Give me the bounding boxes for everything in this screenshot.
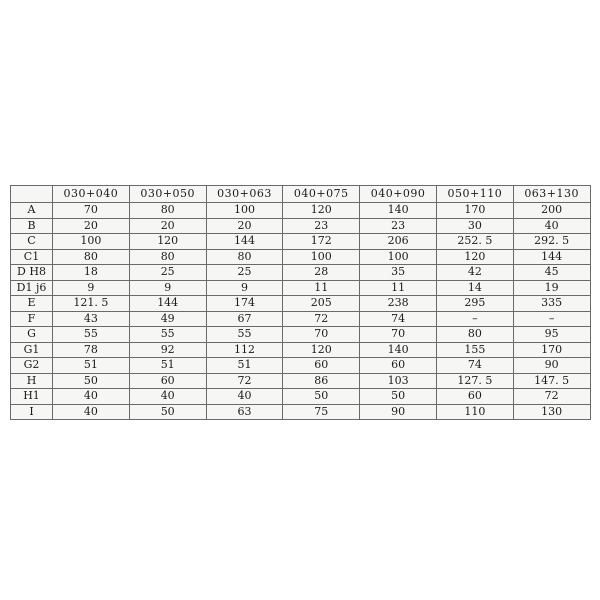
- table-row: [11, 234, 591, 250]
- table-row: [11, 265, 591, 281]
- table-row: [11, 296, 591, 312]
- corner-cell: [11, 186, 53, 203]
- row-label: A: [11, 203, 53, 219]
- column-header: 040+075: [283, 186, 360, 203]
- table-cell: 74: [436, 358, 513, 374]
- table-cell: 28: [283, 265, 360, 281]
- table-cell: 200: [513, 203, 590, 219]
- row-label: G1: [11, 342, 53, 358]
- table-cell: 35: [360, 265, 437, 281]
- table-cell: 60: [360, 358, 437, 374]
- table-cell: 40: [53, 404, 130, 420]
- table-cell: 50: [283, 389, 360, 405]
- table-cell: 144: [206, 234, 283, 250]
- table-cell: 121. 5: [53, 296, 130, 312]
- table-cell: 90: [513, 358, 590, 374]
- table-cell: 170: [436, 203, 513, 219]
- row-label: E: [11, 296, 53, 312]
- table-cell: 40: [53, 389, 130, 405]
- table-row: [11, 203, 591, 219]
- table-cell: 60: [283, 358, 360, 374]
- table-cell: 295: [436, 296, 513, 312]
- scanned-document: [10, 185, 590, 420]
- table-cell: 292. 5: [513, 234, 590, 250]
- table-cell: 51: [129, 358, 206, 374]
- table-cell: 74: [360, 311, 437, 327]
- table-row: [11, 358, 591, 374]
- row-label: C: [11, 234, 53, 250]
- table-cell: 103: [360, 373, 437, 389]
- column-header: 040+090: [360, 186, 437, 203]
- column-header: 030+063: [206, 186, 283, 203]
- table-cell: 335: [513, 296, 590, 312]
- table-cell: 140: [360, 342, 437, 358]
- table-cell: 25: [206, 265, 283, 281]
- table-cell: 9: [206, 280, 283, 296]
- table-cell: 55: [206, 327, 283, 343]
- table-cell: 11: [360, 280, 437, 296]
- table-cell: 80: [129, 203, 206, 219]
- table-cell: 20: [129, 218, 206, 234]
- table-cell: 72: [513, 389, 590, 405]
- table-cell: 172: [283, 234, 360, 250]
- table-row: [11, 342, 591, 358]
- table-cell: 51: [53, 358, 130, 374]
- table-cell: 55: [53, 327, 130, 343]
- table-cell: 50: [129, 404, 206, 420]
- table-cell: 50: [360, 389, 437, 405]
- table-cell: 205: [283, 296, 360, 312]
- column-header: 050+110: [436, 186, 513, 203]
- table-cell: 20: [206, 218, 283, 234]
- table-cell: 155: [436, 342, 513, 358]
- table-cell: 42: [436, 265, 513, 281]
- dimension-table: [10, 185, 591, 420]
- row-label: D1 j6: [11, 280, 53, 296]
- table-cell: 80: [53, 249, 130, 265]
- table-cell: 252. 5: [436, 234, 513, 250]
- table-cell: 49: [129, 311, 206, 327]
- table-cell: 120: [436, 249, 513, 265]
- row-label: H: [11, 373, 53, 389]
- row-label: I: [11, 404, 53, 420]
- table-cell: 130: [513, 404, 590, 420]
- table-cell: 60: [129, 373, 206, 389]
- table-cell: 100: [360, 249, 437, 265]
- table-cell: 14: [436, 280, 513, 296]
- table-cell: 120: [283, 342, 360, 358]
- table-cell: 30: [436, 218, 513, 234]
- table-cell: 55: [129, 327, 206, 343]
- table-cell: 40: [513, 218, 590, 234]
- table-cell: 20: [53, 218, 130, 234]
- column-header: 063+130: [513, 186, 590, 203]
- table-cell: 51: [206, 358, 283, 374]
- table-cell: 25: [129, 265, 206, 281]
- table-cell: 67: [206, 311, 283, 327]
- table-row: [11, 373, 591, 389]
- table-cell: 11: [283, 280, 360, 296]
- table-cell: 110: [436, 404, 513, 420]
- table-cell: 206: [360, 234, 437, 250]
- table-cell: 40: [129, 389, 206, 405]
- column-header: 030+050: [129, 186, 206, 203]
- table-cell: 70: [360, 327, 437, 343]
- table-cell: 45: [513, 265, 590, 281]
- table-cell: 238: [360, 296, 437, 312]
- table-row: [11, 249, 591, 265]
- table-cell: 9: [53, 280, 130, 296]
- row-label: C1: [11, 249, 53, 265]
- table-cell: 95: [513, 327, 590, 343]
- table-cell: 63: [206, 404, 283, 420]
- table-cell: 75: [283, 404, 360, 420]
- table-cell: 92: [129, 342, 206, 358]
- table-cell: 23: [360, 218, 437, 234]
- table-cell: 9: [129, 280, 206, 296]
- table-row: [11, 280, 591, 296]
- table-row: [11, 218, 591, 234]
- row-label: H1: [11, 389, 53, 405]
- table-cell: 120: [283, 203, 360, 219]
- table-cell: 90: [360, 404, 437, 420]
- table-cell: –: [436, 311, 513, 327]
- table-cell: 100: [206, 203, 283, 219]
- table-cell: 140: [360, 203, 437, 219]
- table-cell: 127. 5: [436, 373, 513, 389]
- table-cell: 18: [53, 265, 130, 281]
- table-cell: 144: [129, 296, 206, 312]
- table-cell: 78: [53, 342, 130, 358]
- table-cell: 170: [513, 342, 590, 358]
- table-cell: 80: [436, 327, 513, 343]
- table-cell: 23: [283, 218, 360, 234]
- table-cell: 43: [53, 311, 130, 327]
- table-cell: 80: [129, 249, 206, 265]
- row-label: F: [11, 311, 53, 327]
- table-cell: 40: [206, 389, 283, 405]
- table-cell: 144: [513, 249, 590, 265]
- table-cell: 72: [283, 311, 360, 327]
- table-cell: 19: [513, 280, 590, 296]
- table-cell: 50: [53, 373, 130, 389]
- table-cell: 60: [436, 389, 513, 405]
- table-cell: 174: [206, 296, 283, 312]
- table-cell: 120: [129, 234, 206, 250]
- table-cell: 72: [206, 373, 283, 389]
- row-label: G: [11, 327, 53, 343]
- table-cell: 80: [206, 249, 283, 265]
- table-cell: 70: [283, 327, 360, 343]
- column-header: 030+040: [53, 186, 130, 203]
- row-label: D H8: [11, 265, 53, 281]
- header-row: [11, 186, 591, 203]
- row-label: B: [11, 218, 53, 234]
- table-cell: 86: [283, 373, 360, 389]
- table-cell: 100: [53, 234, 130, 250]
- table-cell: 112: [206, 342, 283, 358]
- table-row: [11, 404, 591, 420]
- table-row: [11, 389, 591, 405]
- table-cell: 100: [283, 249, 360, 265]
- row-label: G2: [11, 358, 53, 374]
- table-body: [11, 203, 591, 420]
- table-cell: 147. 5: [513, 373, 590, 389]
- table-row: [11, 327, 591, 343]
- table-cell: 70: [53, 203, 130, 219]
- table-cell: –: [513, 311, 590, 327]
- table-row: [11, 311, 591, 327]
